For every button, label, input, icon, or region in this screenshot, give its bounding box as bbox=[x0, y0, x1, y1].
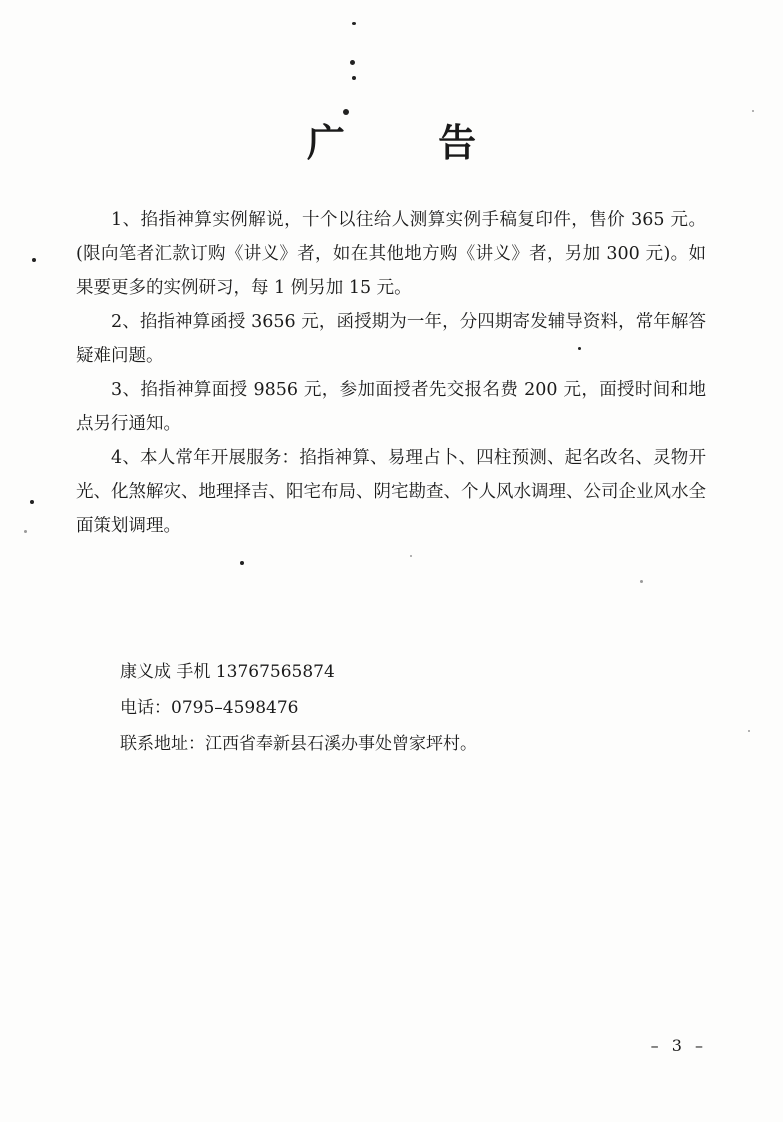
scan-speck bbox=[343, 109, 349, 115]
contact-name-phone: 康义成 手机 13767565874 bbox=[120, 662, 335, 682]
contact-address: 联系地址：江西省奉新县石溪办事处曾家坪村。 bbox=[120, 734, 477, 754]
scan-speck bbox=[32, 258, 36, 262]
scan-speck bbox=[410, 555, 412, 557]
scan-speck bbox=[752, 110, 754, 112]
contact-telephone: 电话：0795–4598476 bbox=[120, 698, 299, 718]
page-number: – 3 – bbox=[650, 1036, 707, 1055]
paragraph: 1、掐指神算实例解说，十个以往给人测算实例手稿复印件，售价 365 元。(限向笔者汇款订购《讲义》者，如在其他地方购《讲义》者，另加 300 元)。如果要更多的实例研习，每 1 例另加 15 元。 bbox=[76, 210, 706, 298]
scan-speck bbox=[748, 730, 750, 732]
paragraph: 3、掐指神算面授 9856 元，参加面授者先交报名费 200 元，面授时间和地点另行通知。 bbox=[76, 380, 706, 434]
paragraph: 4、本人常年开展服务：掐指神算、易理占卜、四柱预测、起名改名、灵物开光、化煞解灾、地理择吉、阳宅布局、阴宅勘查、个人风水调理、公司企业风水全面策划调理。 bbox=[76, 448, 706, 536]
scan-speck bbox=[352, 22, 356, 25]
contact-block bbox=[120, 654, 477, 762]
scan-speck bbox=[352, 76, 356, 80]
scan-speck bbox=[30, 500, 34, 504]
body-text bbox=[76, 203, 706, 543]
page-title: 广 告 bbox=[306, 120, 517, 165]
scan-speck bbox=[350, 60, 355, 65]
paragraph: 2、掐指神算函授 3656 元，函授期为一年，分四期寄发辅导资料，常年解答疑难问题。 bbox=[76, 312, 706, 366]
scan-speck bbox=[640, 580, 643, 583]
scan-speck bbox=[240, 561, 244, 565]
scan-speck bbox=[24, 530, 27, 533]
